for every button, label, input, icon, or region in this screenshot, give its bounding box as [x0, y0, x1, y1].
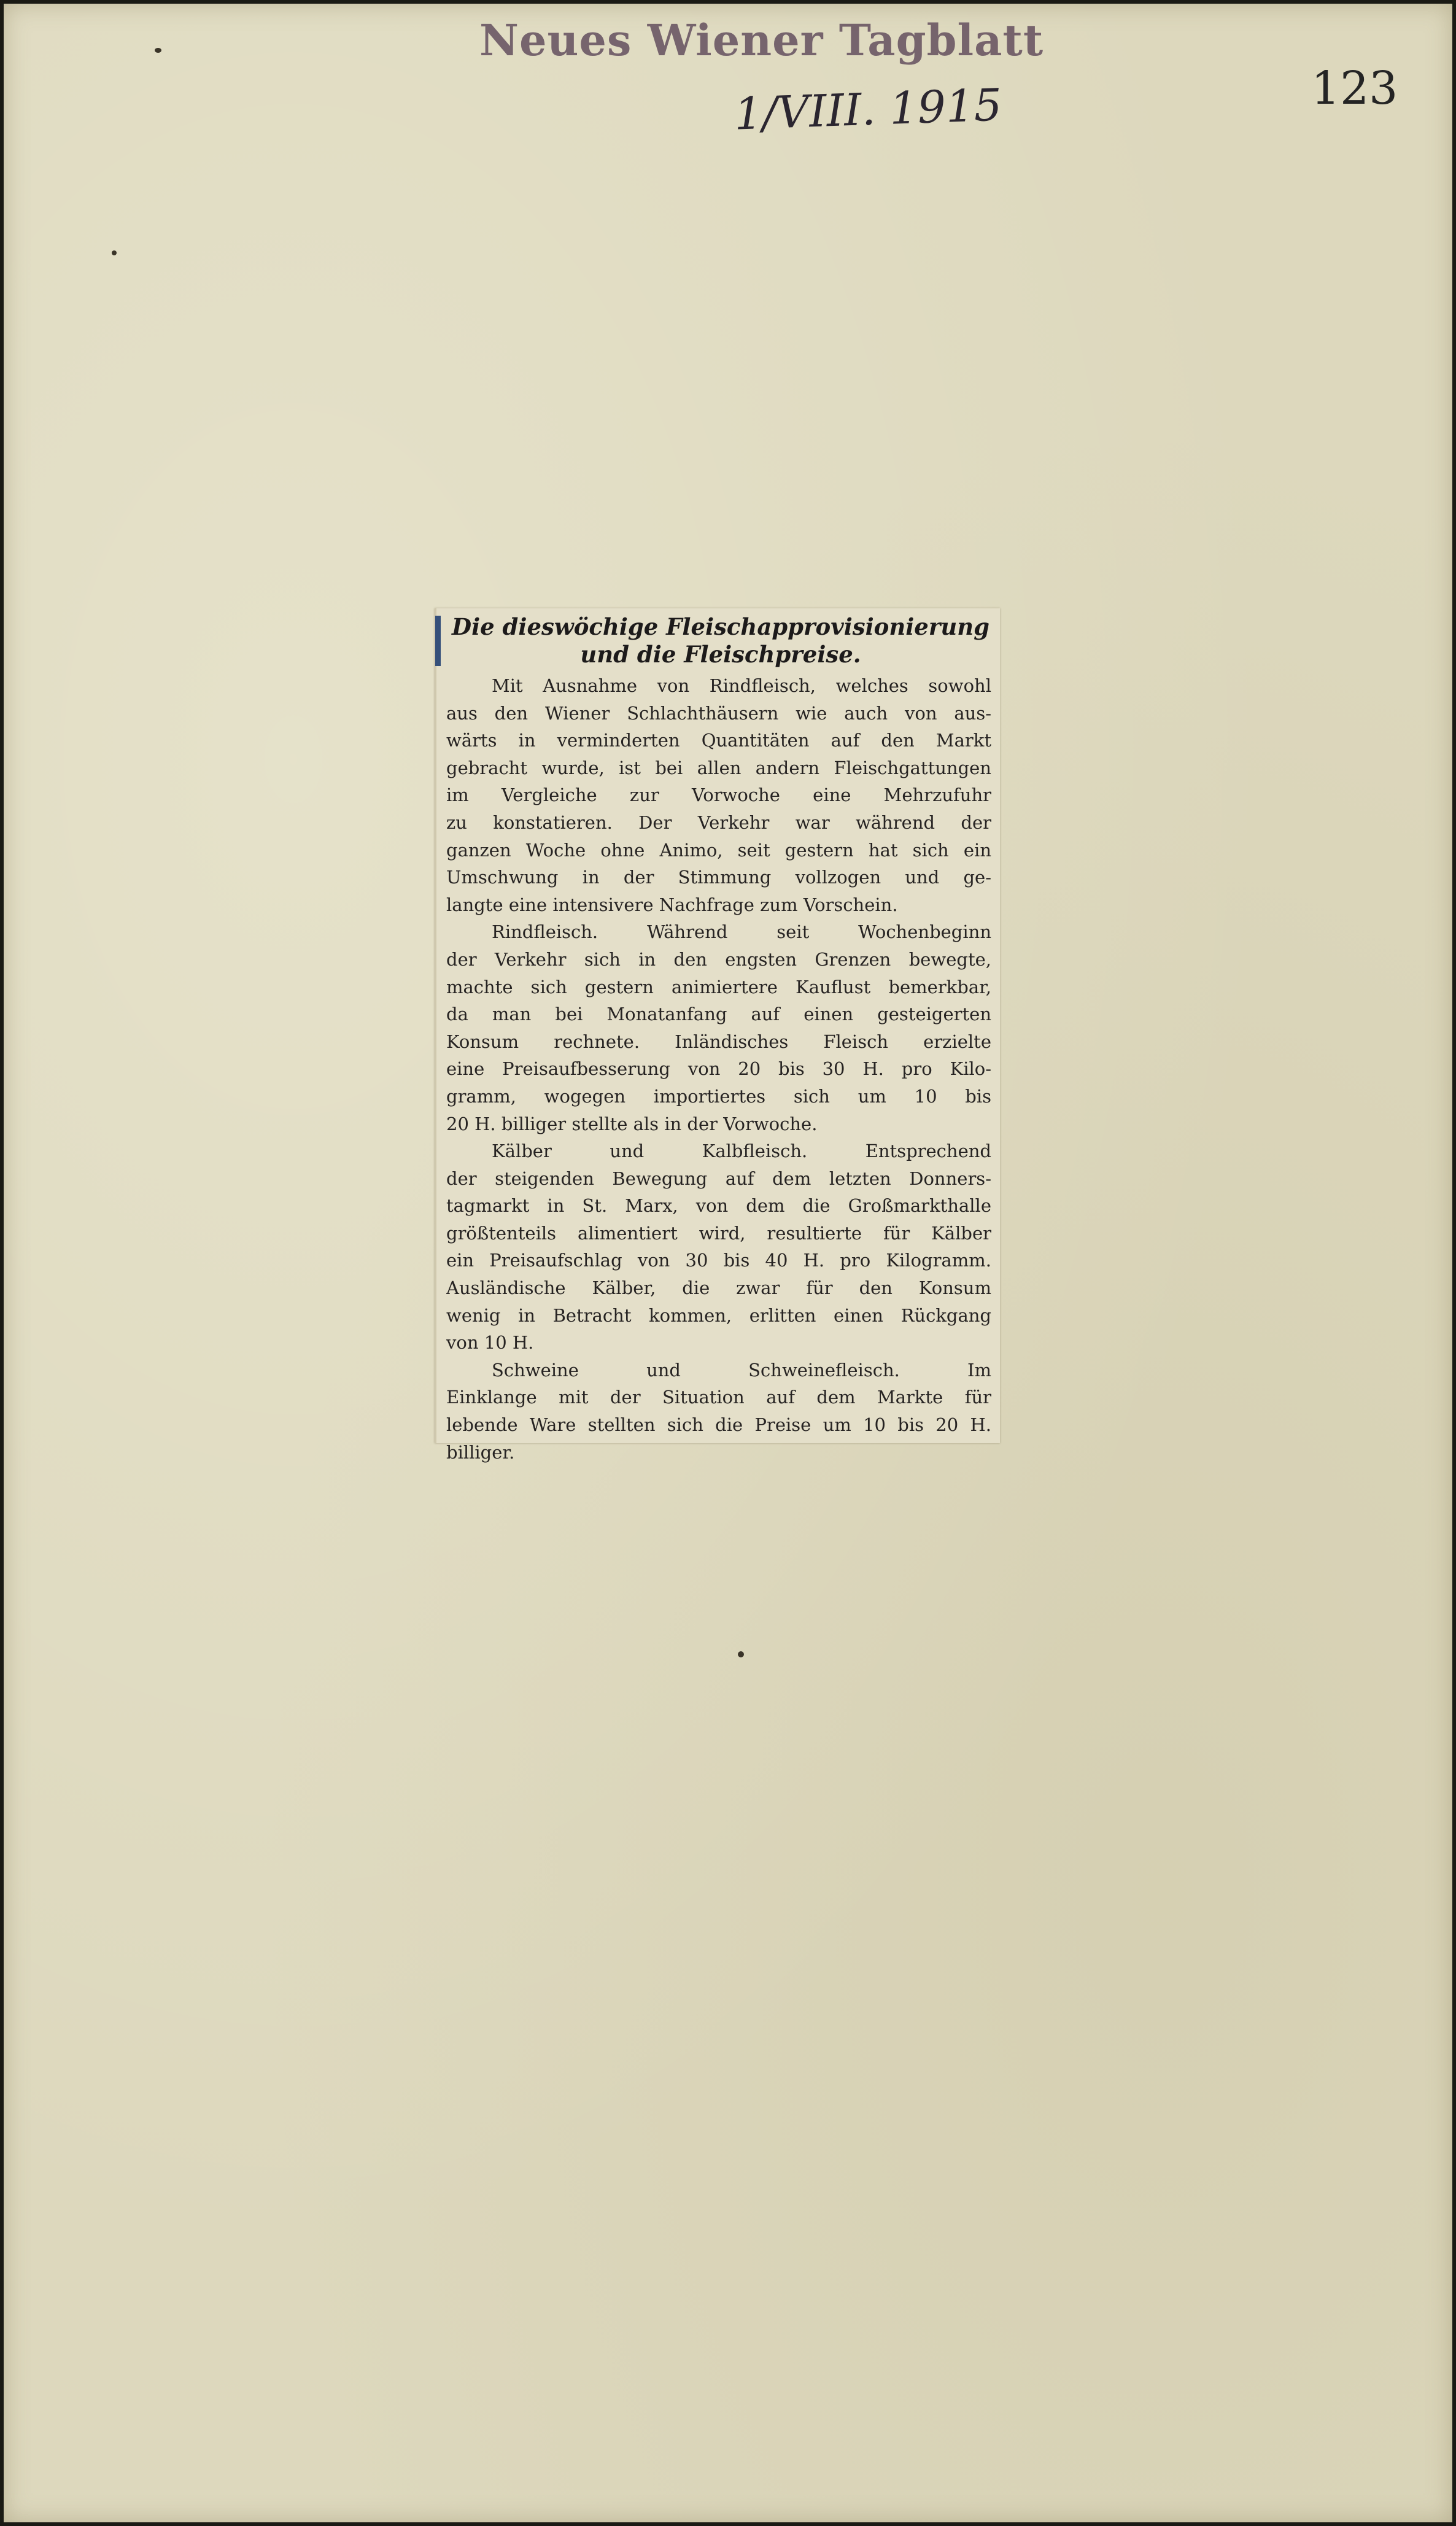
headline-line: Die dieswöchige Fleischapprovisionierung — [451, 613, 990, 640]
paper-speck — [112, 250, 117, 255]
article-line: 20 H. billiger stellte als in der Vorwoche. — [446, 1113, 818, 1134]
article-line: größtenteils alimentiert wird, resultierte für Kälber — [446, 1222, 991, 1244]
article-line: langte eine intensivere Nachfrage zum Vorschein. — [446, 894, 898, 915]
article-line: tagmarkt in St. Marx, von dem die Großmarkthalle — [446, 1195, 991, 1217]
article-line: zu konstatieren. Der Verkehr war während der — [446, 812, 991, 833]
article-line: wärts in verminderten Quantitäten auf den Markt — [446, 730, 991, 751]
article-line: der Verkehr sich in den engsten Grenzen bewegte, — [446, 948, 991, 970]
article-line: lebende Ware stellten sich die Preise um 10 bis 20 H. — [446, 1414, 991, 1436]
newspaper-source-stamp: Neues Wiener Tagblatt — [479, 15, 1044, 66]
article-line: wenig in Betracht kommen, erlitten einen Rückgang — [446, 1304, 991, 1326]
headline-line: und die Fleischpreise. — [580, 641, 861, 668]
article-line: ein Preisaufschlag von 30 bis 40 H. pro Kilogramm. — [446, 1250, 991, 1271]
handwritten-date: 1/VIII. 1915 — [733, 79, 1003, 140]
paper-speck — [738, 1651, 744, 1657]
article-line: ganzen Woche ohne Animo, seit gestern hat sich ein — [446, 839, 991, 861]
article-line: gramm, wogegen importiertes sich um 10 bis — [446, 1085, 991, 1107]
article-line: Ausländische Kälber, die zwar für den Konsum — [446, 1277, 991, 1299]
article-line: da man bei Monatanfang auf einen gesteigerten — [446, 1004, 991, 1025]
article-line: Schweine und Schweinefleisch. Im — [492, 1359, 991, 1381]
article-line: billiger. — [446, 1441, 515, 1463]
article-line: Kälber und Kalbfleisch. Entsprechend — [492, 1141, 991, 1162]
article-line: Mit Ausnahme von Rindfleisch, welches sowohl — [492, 675, 991, 696]
article-line: gebracht wurde, ist bei allen andern Fleischgattungen — [446, 757, 991, 778]
paper-speck — [155, 48, 161, 53]
clipping-edge-mark — [435, 616, 441, 666]
page-number: 123 — [1311, 62, 1398, 115]
article-line: aus den Wiener Schlachthäusern wie auch von aus- — [446, 702, 991, 724]
newspaper-clipping — [435, 608, 1000, 1463]
article-line: Rindfleisch. Während seit Wochenbeginn — [492, 921, 991, 943]
article-line: Konsum rechnete. Inländisches Fleisch erzielte — [446, 1031, 991, 1052]
article-line: machte sich gestern animiertere Kauflust bemerkbar, — [446, 976, 991, 998]
article-line: im Vergleiche zur Vorwoche eine Mehrzufuhr — [446, 785, 991, 806]
article-line: eine Preisaufbesserung von 20 bis 30 H. pro Kilo- — [446, 1058, 991, 1080]
article-line: von 10 H. — [446, 1332, 534, 1354]
article-headline — [436, 608, 1000, 668]
article-line: Einklange mit der Situation auf dem Markte für — [446, 1387, 991, 1408]
archive-sheet — [4, 4, 1452, 2522]
article-line: der steigenden Bewegung auf dem letzten Donners- — [446, 1168, 991, 1189]
article-line: Umschwung in der Stimmung vollzogen und ge- — [446, 867, 991, 888]
article-body — [436, 668, 1000, 1466]
